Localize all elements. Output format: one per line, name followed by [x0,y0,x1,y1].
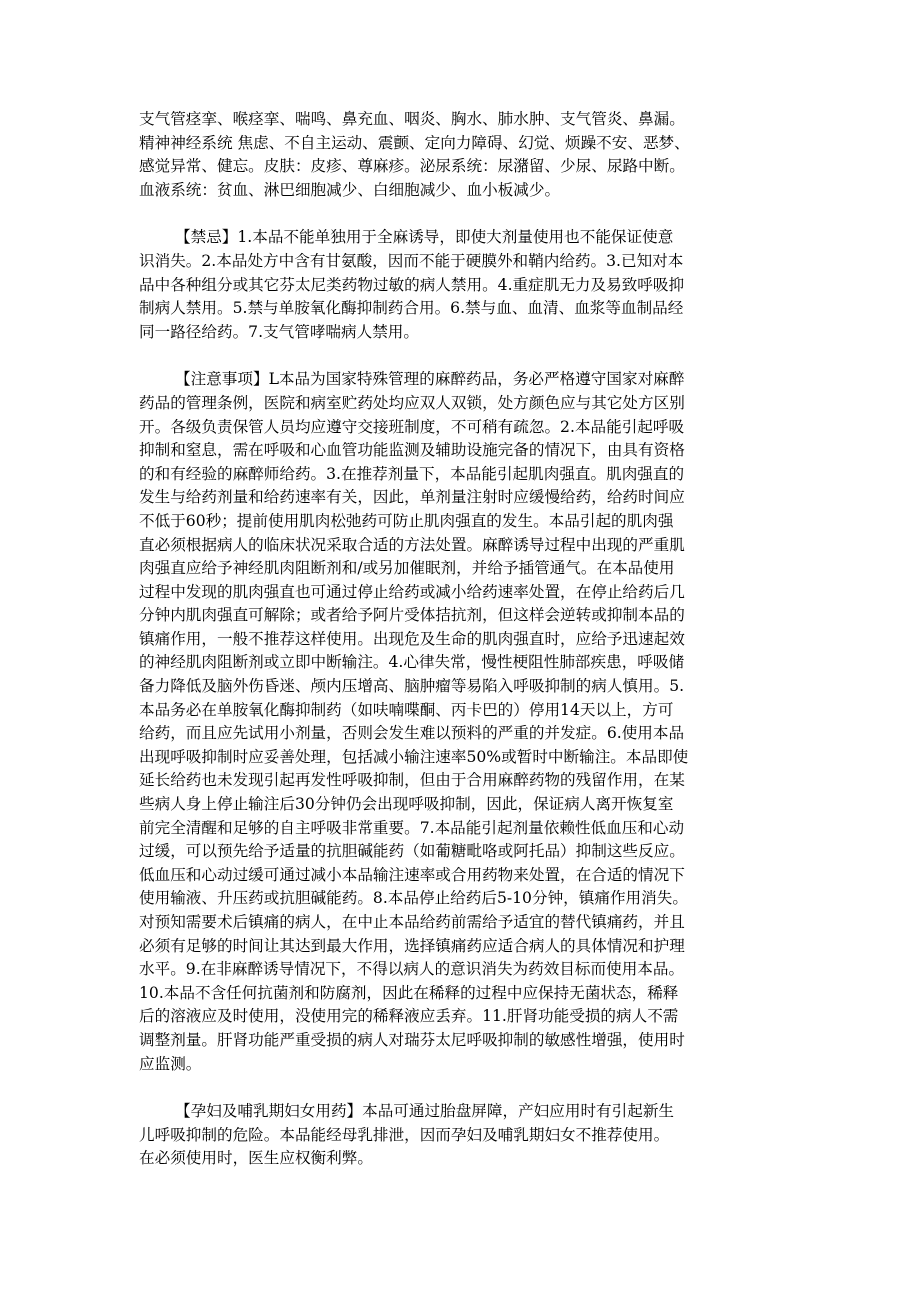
text-line: 同一路径给药。7.支气管哮喘病人禁用。 [139,322,419,341]
text-line: 给药，而且应先试用小剂量，否则会发生难以预料的严重的并发症。6.使用本品 [139,724,685,743]
text-line: 的和有经验的麻醉师给药。3.在推荐剂量下，本品能引起肌肉强直。肌肉强直的 [139,464,685,483]
text-line: 后的溶液应及时使用，没使用完的稀释液应丢弃。11.肝肾功能受损的病人不需 [139,1007,679,1026]
text-line: 的神经肌肉阻断剂或立即中断输注。4.心律失常，慢性梗阻性肺部疾患，呼吸储 [139,653,685,672]
text-line: 调整剂量。肝肾功能严重受损的病人对瑞芬太尼呼吸抑制的敏感性增强，使用时 [139,1030,685,1049]
contraindications-section [139,226,789,344]
text-line: 对预知需要术后镇痛的病人，在中止本品给药前需给予适宜的替代镇痛药，并且 [139,913,685,931]
text-line: 【禁忌】1.本品不能单独用于全麻诱导，即使大剂量使用也不能保证使意 [175,228,674,247]
text-line: 直必须根据病人的临床状况采取合适的方法处置。麻醉诱导过程中出现的严重肌 [139,535,685,554]
text-line: 应监测。 [139,1054,202,1073]
text-line: 开。各级负责保管人员均应遵守交接班制度，不可稍有疏忽。2.本品能引起呼吸 [139,417,685,436]
text-line: 发生与给药剂量和给药速率有关，因此，单剂量注射时应缓慢给药，给药时间应 [139,488,685,507]
text-line: 前完全清醒和足够的自主呼吸非常重要。7.本品能引起剂量依赖性低血压和心动 [139,818,685,837]
pregnancy-lactation-section [139,1100,789,1171]
paragraph-gap [139,344,789,368]
text-line: 制病人禁用。5.禁与单胺氧化酶抑制药合用。6.禁与血、血清、血浆等血制品经 [139,299,684,318]
text-line: 不低于60秒；提前使用肌肉松弛药可防止肌肉强直的发生。本品引起的肌肉强 [139,511,674,530]
text-line: 水平。9.在非麻醉诱导情况下，不得以病人的意识消失为药效目标而使用本品。 [139,960,685,979]
precautions-section [139,368,789,1076]
text-line: 儿呼吸抑制的危险。本品能经母乳排泄，因而孕妇及哺乳期妇女不推荐使用。 [139,1125,670,1144]
text-line: 使用输液、升压药或抗胆碱能药。8.本品停止给药后5-10分钟，镇痛作用消失。 [139,889,688,908]
text-line: 支气管痉挛、喉痉挛、喘鸣、鼻充血、咽炎、胸水、肺水肿、支气管炎、鼻漏。 [139,110,685,128]
text-line: 备力降低及脑外伤昏迷、颅内压增高、脑肿瘤等易陷入呼吸抑制的病人慎用。5. [139,677,685,696]
text-line: 出现呼吸抑制时应妥善处理，包括减小输注速率50%或暂时中断输注。本品即使 [139,747,689,766]
text-line: 镇痛作用，一般不推荐这样使用。出现危及生命的肌肉强直时，应给予迅速起效 [139,629,685,648]
text-line: 肉强直应给予神经肌肉阻断剂和/或另加催眠剂，并给予插管通气。在本品使用 [139,559,675,578]
document-page [139,108,789,1171]
text-line: 些病人身上停止输注后30分钟仍会出现呼吸抑制，因此，保证病人离开恢复室 [139,795,674,814]
text-line: 感觉异常、健忘。皮肤：皮疹、尊麻疹。泌尿系统：尿潴留、少尿、尿路中断。 [139,157,685,176]
text-line: 血液系统：贫血、淋巴细胞减少、白细胞减少、血小板减少。 [139,180,561,199]
text-line: 药品的管理条例，医院和病室贮药处均应双人双锁，处方颜色应与其它处方区别 [139,393,685,412]
text-line: 过程中发现的肌肉强直也可通过停止给药或减小给药速率处置，在停止给药后几 [139,582,685,601]
text-line: 【孕妇及哺乳期妇女用药】本品可通过胎盘屏障，产妇应用时有引起新生 [175,1102,675,1121]
text-line: 低血压和心动过缓可通过减小本品输注速率或合用药物来处置，在合适的情况下 [139,865,685,884]
text-line: 本品务必在单胺氧化酶抑制药（如呋喃喋酮、丙卡巴的）停用14天以上，方可 [139,700,674,719]
text-line: 必须有足够的时间让其达到最大作用，选择镇痛药应适合病人的具体情况和护理 [139,936,685,955]
text-line: 【注意事项】L本品为国家特殊管理的麻醉药品，务必严格遵守国家对麻醉 [175,370,685,389]
text-line: 精神神经系统 焦虑、不自主运动、震颤、定向力障碍、幻觉、烦躁不安、恶梦、 [139,133,690,152]
paragraph-gap [139,202,789,226]
text-line: 抑制和窒息，需在呼吸和心血管功能监测及辅助设施完备的情况下，由具有资格 [139,441,685,460]
adverse-reactions-continued [139,108,789,202]
text-line: 10.本品不含任何抗菌剂和防腐剂，因此在稀释的过程中应保持无菌状态，稀释 [139,983,679,1002]
text-line: 延长给药也未发现引起再发性呼吸抑制，但由于合用麻醉药物的残留作用，在某 [139,771,685,790]
text-line: 分钟内肌肉强直可解除；或者给予阿片受体拮抗剂，但这样会逆转或抑制本品的 [139,606,685,625]
text-line: 在必须使用时，医生应权衡利弊。 [139,1149,373,1168]
text-line: 过缓，可以预先给予适量的抗胆碱能药（如葡糖毗咯或阿托品）抑制这些反应。 [139,842,685,861]
text-line: 品中各种组分或其它芬太尼类药物过敏的病人禁用。4.重症肌无力及易致呼吸抑 [139,275,685,294]
text-line: 识消失。2.本品处方中含有甘氨酸，因而不能于硬膜外和鞘内给药。3.已知对本 [139,251,684,270]
paragraph-gap [139,1076,789,1100]
